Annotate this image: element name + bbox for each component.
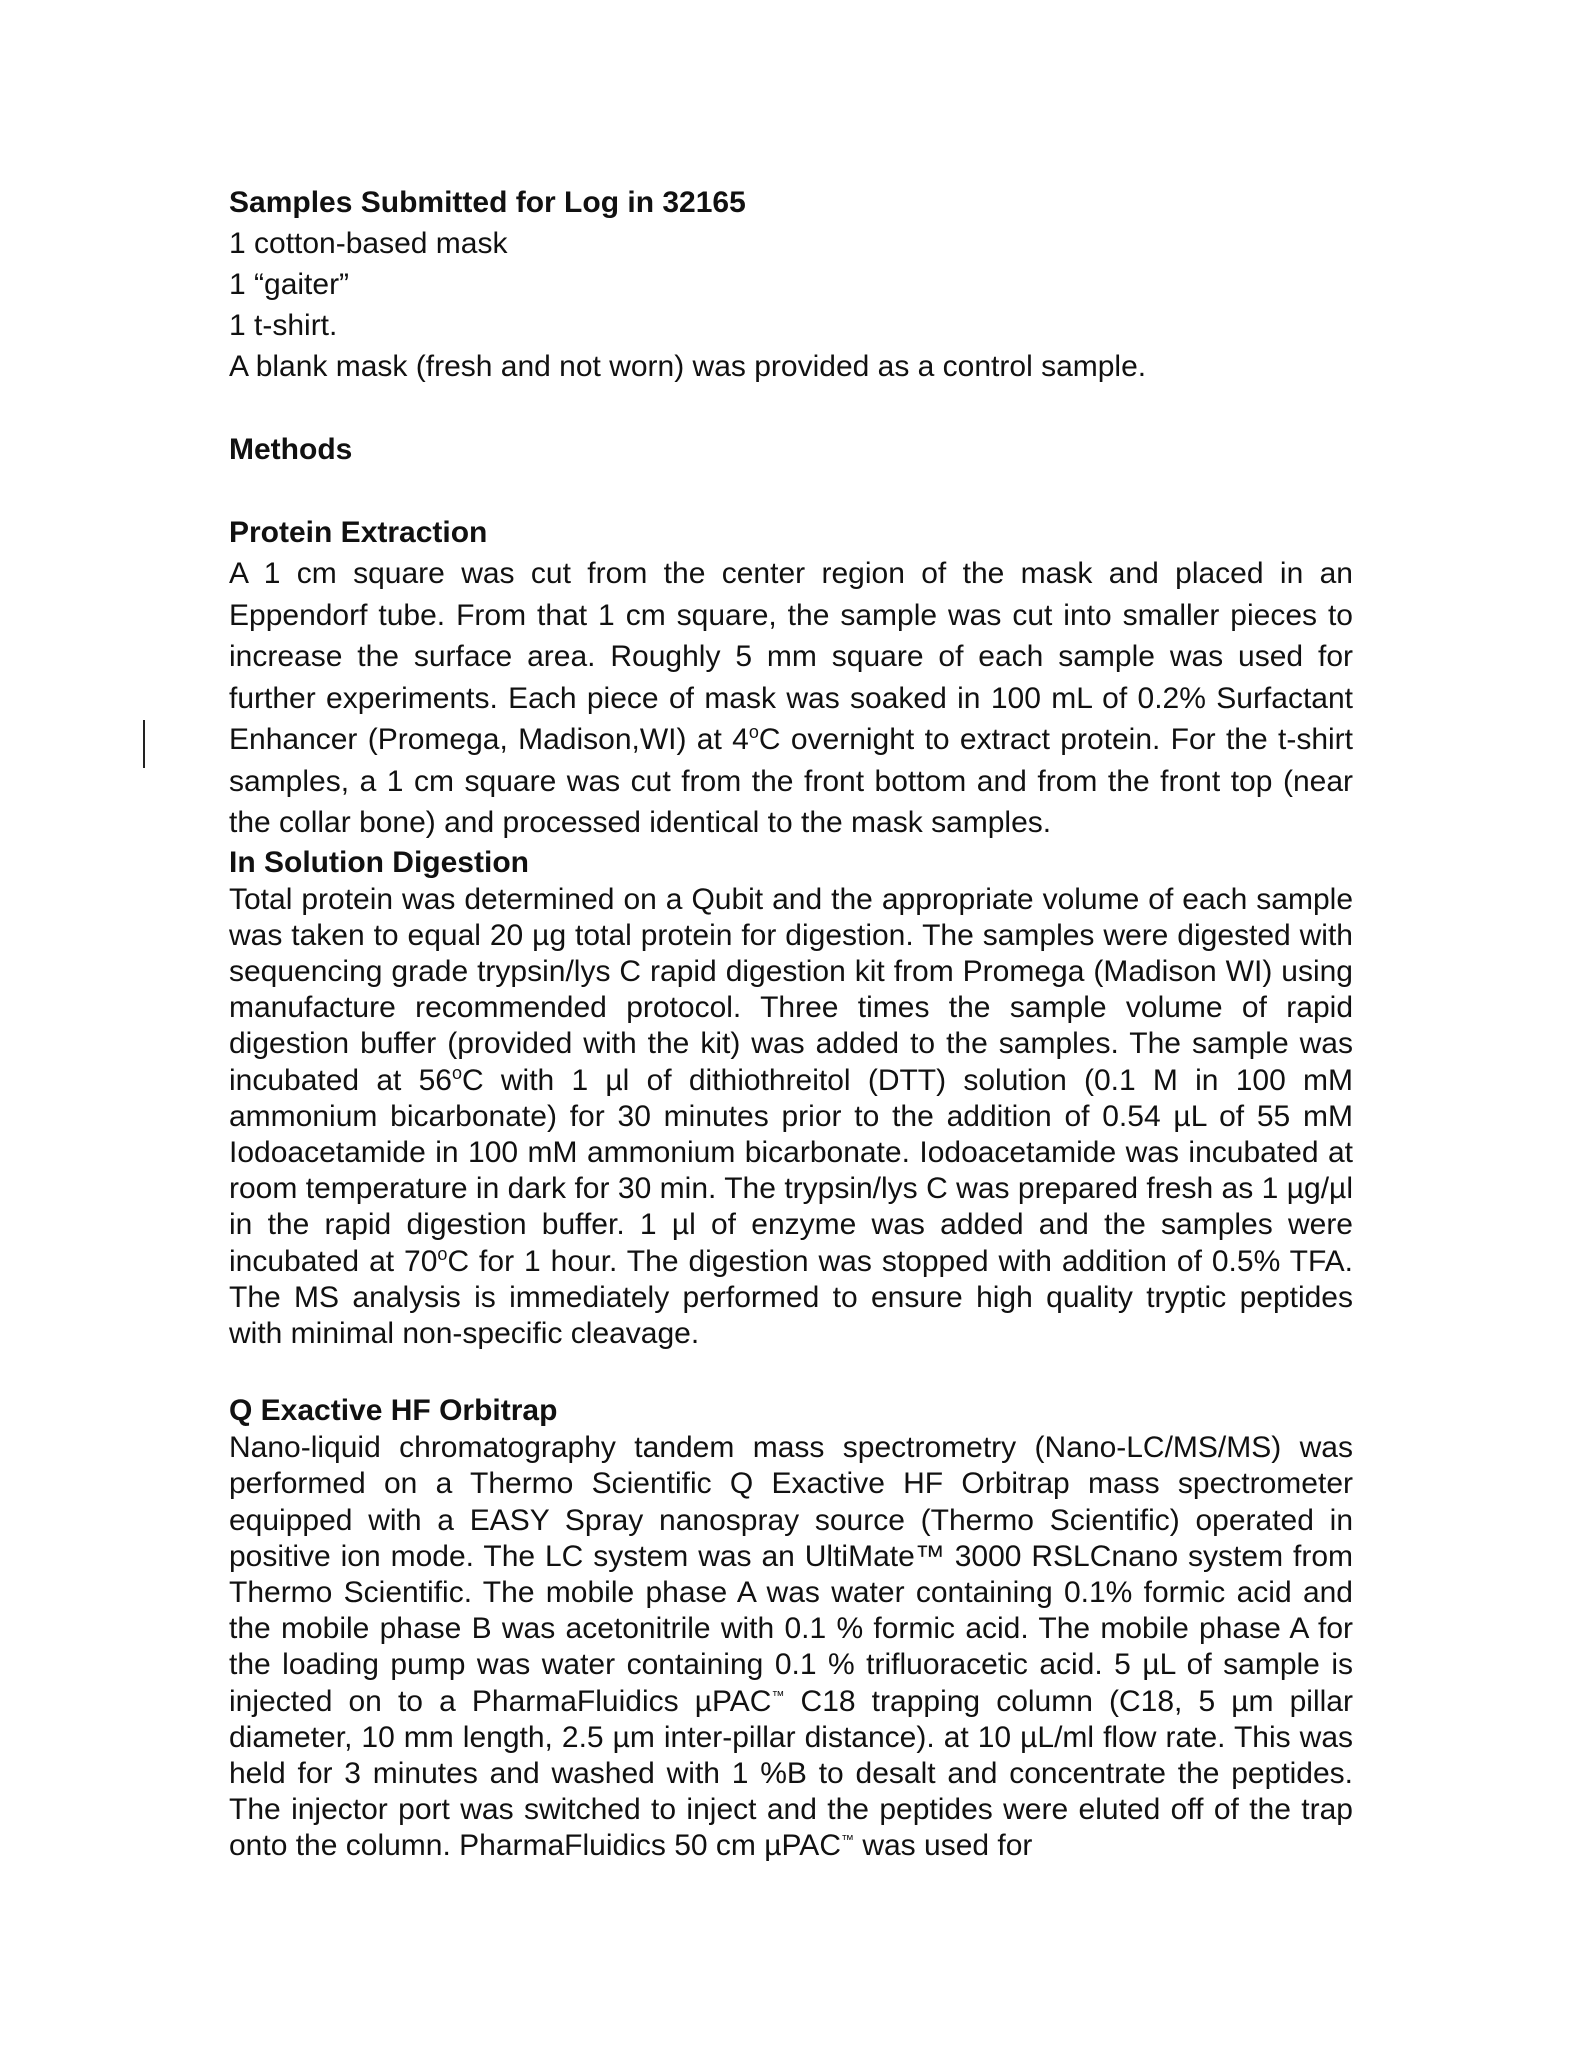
- protein-extraction-paragraph: A 1 cm square was cut from the center region of the mask and placed in an Eppendorf tube. From that 1 cm square, the sample was cut into smaller pieces to increase the surface area. Roughly 5 mm square of each sample was used for further experiments. Each piece of mask was soaked in 100 mL of 0.2% Surfactant Enhancer (Promega, Madison,WI) at 4$^o$C overnight to extract protein. For the t-shirt samples, a 1 cm square was cut from the front bottom and from the front top (near the collar bone) and processed identical to the mask samples.: [229, 557, 1353, 839]
- sample-item-1: 1 cotton-based mask: [229, 227, 508, 260]
- q-exactive-paragraph: Nano-liquid chromatography tandem mass spectrometry (Nano-LC/MS/MS) was performed on a Thermo Scientific Q Exactive HF Orbitrap mass spectrometer equipped with a EASY Spray nanospray source (Thermo Scientific) operated in positive ion mode. The LC system was an UltiMate™ 3000 RSLCnano system from Thermo Scientific. The mobile phase A was water containing 0.1% formic acid and the mobile phase B was acetonitrile with 0.1 % formic acid. The mobile phase A for the loading pump was water containing 0.1 % trifluoracetic acid. 5 µL of sample is injected on to a PharmaFluidics µPAC™ C18 trapping column (C18, 5 µm pillar diameter, 10 mm length, 2.5 µm inter-pillar distance). at 10 µL/ml flow rate. This was held for 3 minutes and washed with 1 %B to desalt and concentrate the peptides. The injector port was switched to inject and the peptides were eluted off of the trap onto the column. PharmaFluidics 50 cm µPAC™ was used for: [229, 1431, 1353, 1863]
- document-body: [229, 182, 1353, 1865]
- in-solution-digestion-paragraph: Total protein was determined on a Qubit and the appropriate volume of each sample was taken to equal 20 µg total protein for digestion. The samples were digested with sequencing grade trypsin/lys C rapid digestion kit from Promega (Madison WI) using manufacture recommended protocol. Three times the sample volume of rapid digestion buffer (provided with the kit) was added to the samples. The sample was incubated at 56$^o$C with 1 µl of dithiothreitol (DTT) solution (0.1 M in 100 mM ammonium bicarbonate) for 30 minutes prior to the addition of 0.54 µL of 55 mM Iodoacetamide in 100 mM ammonium bicarbonate. Iodoacetamide was incubated at room temperature in dark for 30 min. The trypsin/lys C was prepared fresh as 1 µg/µl in the rapid digestion buffer. 1 µl of enzyme was added and the samples were incubated at 70$^o$C for 1 hour. The digestion was stopped with addition of 0.5% TFA. The MS analysis is immediately performed to ensure high quality tryptic peptides with minimal non-specific cleavage.: [229, 882, 1353, 1350]
- sample-item-2: 1 “gaiter”: [229, 268, 350, 301]
- samples-title: Samples Submitted for Log in 32165: [229, 186, 746, 219]
- sample-item-3: 1 t-shirt.: [229, 309, 338, 342]
- q-exactive-heading: Q Exactive HF Orbitrap: [229, 1394, 558, 1428]
- protein-extraction-heading: Protein Extraction: [229, 516, 488, 549]
- sample-item-4: A blank mask (fresh and not worn) was provided as a control sample.: [229, 350, 1147, 383]
- methods-title: Methods: [229, 433, 353, 466]
- change-bar: [143, 720, 145, 768]
- in-solution-digestion-heading: In Solution Digestion: [229, 845, 529, 879]
